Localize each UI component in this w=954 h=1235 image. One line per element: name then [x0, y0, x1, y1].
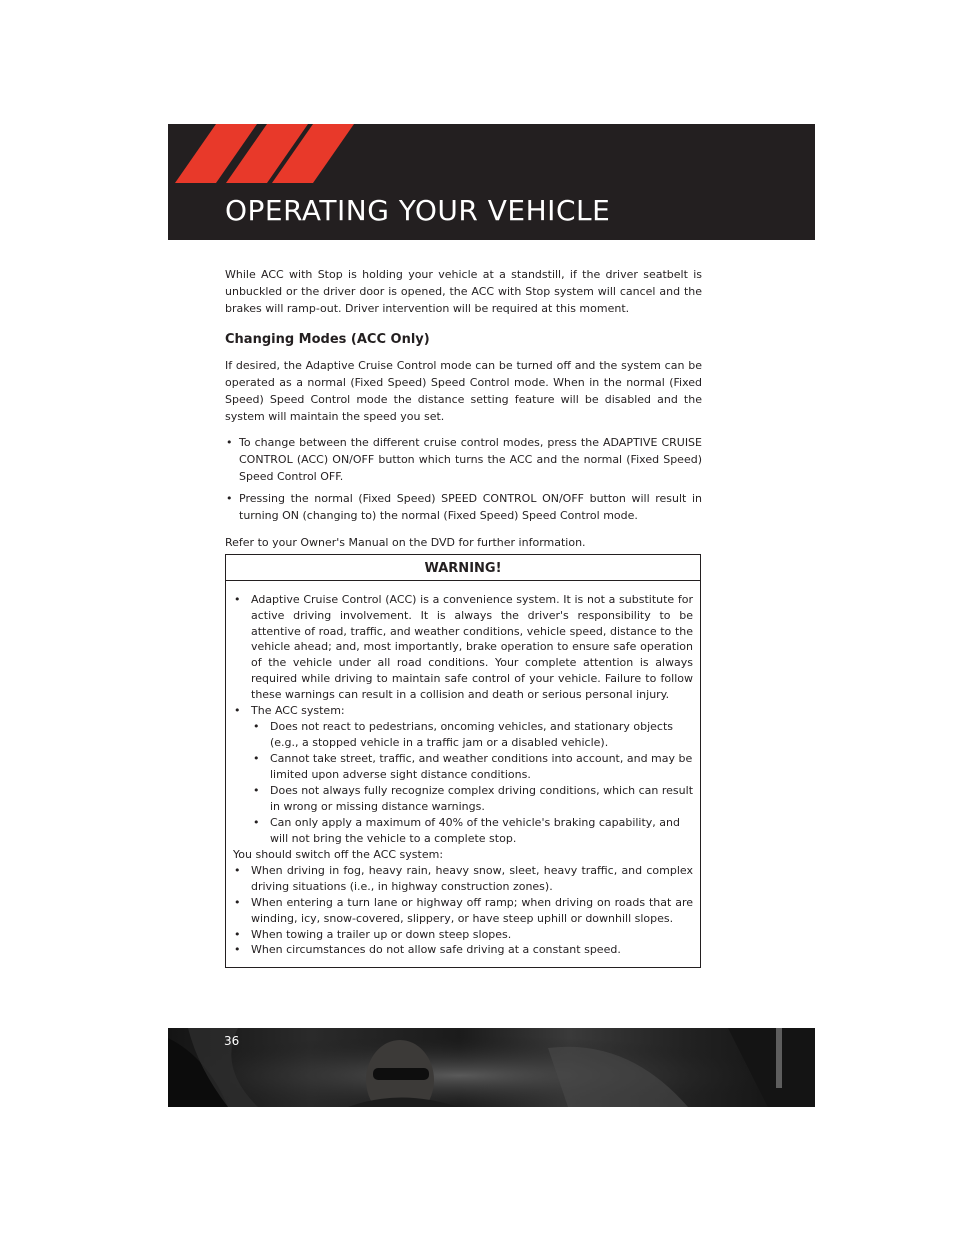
refer-text: Refer to your Owner's Manual on the DVD for further information.: [225, 536, 586, 549]
list-item: • When entering a turn lane or highway off ramp; when driving on roads that are winding, icy, snow-covered, slippery, or have steep uphill or downhill slopes.: [233, 895, 693, 927]
section-header-band: [168, 124, 815, 240]
list-item: • Does not react to pedestrians, oncoming vehicles, and stationary objects (e.g., a stopped vehicle in a traffic jam or a disabled vehicle).: [233, 719, 693, 751]
list-item: • Can only apply a maximum of 40% of the vehicle's braking capability, and will not bring the vehicle to a complete stop.: [233, 815, 693, 847]
section-title: OPERATING YOUR VEHICLE: [225, 194, 611, 227]
changing-modes-list: [225, 434, 702, 524]
main-content: [225, 266, 702, 560]
list-item: • To change between the different cruise control modes, press the ADAPTIVE CRUISE CONTROL (ACC) ON/OFF button which turns the ACC and the normal (Fixed Speed) Speed Control OFF.: [225, 434, 702, 485]
page-number: 36: [224, 1034, 240, 1048]
acc-system-sublist: [233, 719, 693, 847]
intro-paragraph: While ACC with Stop is holding your vehicle at a standstill, if the driver seatbelt is unbuckled or the driver door is opened, the ACC with Stop system will cancel and the brakes will ramp-out. Driver intervention will be required at this moment.: [225, 268, 702, 315]
warning-box: [225, 554, 701, 968]
acc-system-label: The ACC system:: [251, 703, 345, 717]
warning-body: [226, 581, 700, 958]
list-item: • Adaptive Cruise Control (ACC) is a convenience system. It is not a substitute for active driving involvement. It is always the driver's responsibility to be attentive of road, traffic, and weather conditions, vehicle speed, distance to the vehicle ahead; and, most importantly, brake operation to ensure safe operation of the vehicle under all road conditions. Your complete attention is always required while driving to maintain safe control of your vehicle. Failure to follow these warnings can result in a collision and death or serious personal injury.: [233, 592, 693, 703]
list-item: • When circumstances do not allow safe driving at a constant speed.: [233, 942, 693, 958]
switch-off-intro: You should switch off the ACC system:: [233, 848, 444, 862]
switch-off-list: [233, 863, 693, 958]
list-item: • Does not always fully recognize complex driving conditions, which can result in wrong or missing distance warnings.: [233, 783, 693, 815]
warning-title: WARNING!: [226, 555, 700, 581]
footer-band: [168, 1028, 815, 1107]
brand-stripes-icon: [168, 124, 368, 186]
list-item: • When towing a trailer up or down steep slopes.: [233, 927, 693, 943]
list-item: • When driving in fog, heavy rain, heavy snow, sleet, heavy traffic, and complex driving situations (i.e., in highway construction zones).: [233, 863, 693, 895]
driver-photo-image: [168, 1028, 815, 1107]
list-item: • Cannot take street, traffic, and weather conditions into account, and may be limited upon adverse sight distance conditions.: [233, 751, 693, 783]
list-item: • Pressing the normal (Fixed Speed) SPEED CONTROL ON/OFF button will result in turning ON (changing to) the normal (Fixed Speed) Speed Control mode.: [225, 490, 702, 524]
warning-list: [233, 592, 693, 718]
list-item: [233, 703, 693, 719]
changing-modes-heading: Changing Modes (ACC Only): [225, 332, 430, 347]
changing-modes-paragraph: If desired, the Adaptive Cruise Control mode can be turned off and the system can be operated as a normal (Fixed Speed) Speed Control mode. When in the normal (Fixed Speed) Speed Control mode the distance setting feature will be disabled and the system will maintain the speed you set.: [225, 359, 702, 423]
